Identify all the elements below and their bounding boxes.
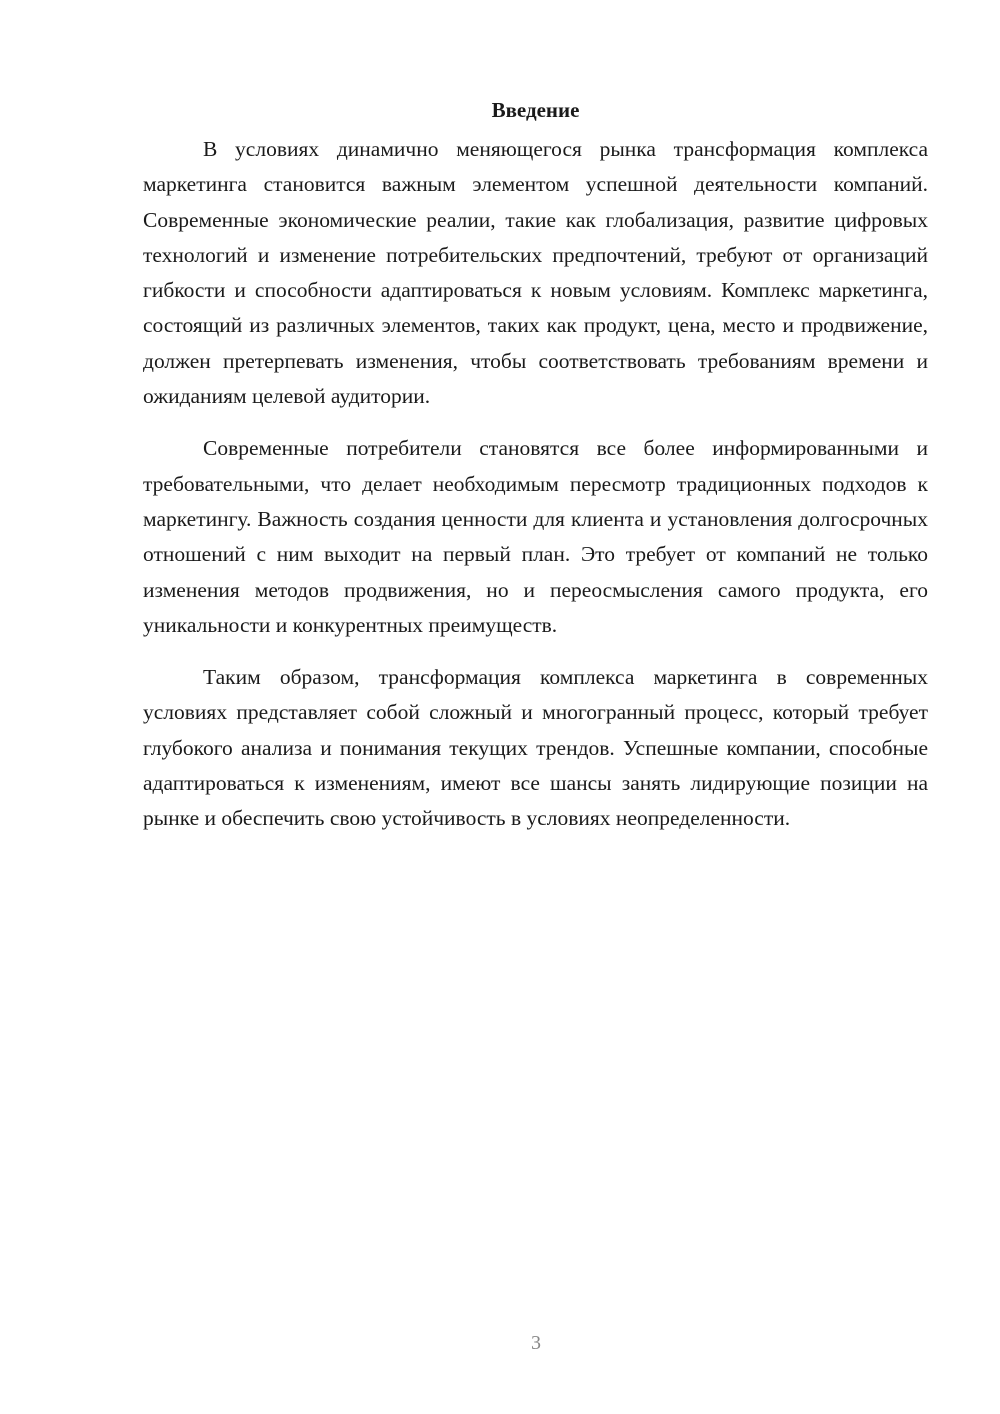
paragraph-3: Таким образом, трансформация комплекса маркетинга в современных условиях представляет собой сложный и многогранный процесс, который требует глубокого анализа и понимания текущих трендов. Успешные компании, способные адаптироваться к изменениям, имеют все шансы занять лидирующие позиции на рынке и обеспечить свою устойчивость в условиях неопределенности.	[143, 665, 928, 831]
paragraph-2: Современные потребители становятся все более информированными и требовательными, что делает необходимым пересмотр традиционных подходов к маркетингу. Важность создания ценности для клиента и установления долгосрочных отношений с ним выходит на первый план. Это требует от компаний не только изменения методов продвижения, но и переосмысления самого продукта, его уникальности и конкурентных преимуществ.	[143, 436, 928, 637]
section-heading: Введение	[491, 98, 580, 122]
page-number: 3	[531, 1332, 541, 1354]
page-content	[143, 92, 928, 854]
paragraph-1: В условиях динамично меняющегося рынка трансформация комплекса маркетинга становится важным элементом успешной деятельности компаний. Современные экономические реалии, такие как глобализация, развитие цифровых технологий и изменение потребительских предпочтений, требуют от организаций гибкости и способности адаптироваться к новым условиям. Комплекс маркетинга, состоящий из различных элементов, таких как продукт, цена, место и продвижение, должен претерпевать изменения, чтобы соответствовать требованиям времени и ожиданиям целевой аудитории.	[143, 137, 928, 409]
